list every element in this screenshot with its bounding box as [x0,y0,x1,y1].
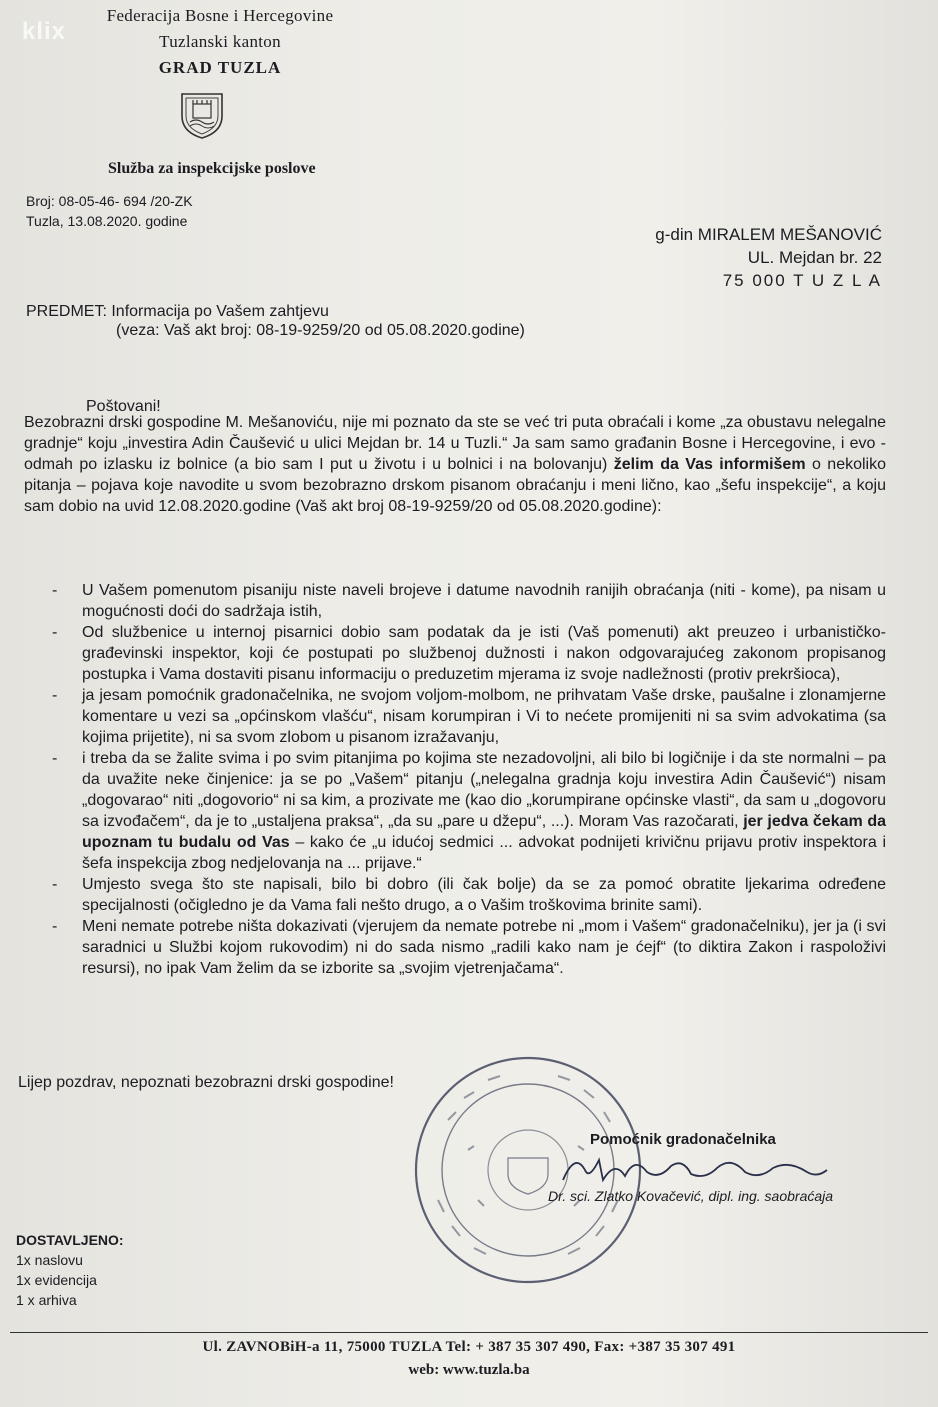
list-item: - U Vašem pomenutom pisaniju niste naveli brojeve i datume navodnih ranijih obraćanja (niti - kome), pa nisam u mogućnosti doći do sadržaja istih, [52,582,886,620]
bullet-text: U Vašem pomenutom pisaniju niste naveli brojeve i datume navodnih ranijih obraćanja (niti - kome), pa nisam u mogućnosti doći do sadržaja istih, [82,582,886,620]
bullet-text: Meni nemate potrebe ništa dokazivati (vjerujem da nemate potrebe ni „mom i Vašem“ gradonačelniku), jer ja (i svi saradnici u Službi kojom rukovodim) ni do sada nismo „radili kako nam je ćejf“ (to diktira Zakon i raspoloživi resursi), no ipak Vam želim da se izborite sa „svojim vjetrenjačama“. [82,918,886,977]
watermark-logo: klix [22,18,67,45]
bullet-text: ja jesam pomoćnik gradonačelnika, ne svojom voljom-molbom, ne prihvatam Vaše drske, paušalne i zlonamjerne komentare u vezi sa „općinskom vlašću“, nisam korumpiran i Vi to nećete promijeniti ni sa svim advokatima (sa kojima prijetite), ni sa svom zlobom u pisanom izražavanju, [82,687,886,746]
footer-website: web: www.tuzla.ba [408,1362,530,1378]
list-item: - ja jesam pomoćnik gradonačelnika, ne svojom voljom-molbom, ne prihvatam Vaše drske, paušalne i zlonamjerne komentare u vezi sa „općinskom vlašću“, nisam korumpiran i Vi to nećete promijeniti ni sa svim advokatima (sa kojima prijetite), ni sa svom zlobom u pisanom izražavanju, [52,687,886,746]
recipient-name: g-din MIRALEM MEŠANOVIĆ [655,225,882,244]
distribution-item: 1x naslovu [16,1252,83,1268]
bullet-text: – kako će „u idućoj sedmici ... advokat podnijeti krivičnu prijavu protiv inspektora i šefa inspekcija zbog nedjelovanja na ... prijave.“ [82,834,887,872]
distribution-item: 1 x arhiva [16,1292,77,1308]
header-canton: Tuzlanski kanton [159,32,281,51]
bullet-text: Umjesto svega što ste napisali, bilo bi dobro (ili čak bolje) da se za pomoć obratite ljekarima određene specijalnosti (očigledno je da Vama fali nešto drugo, a o Vašim troškovima brinite sami). [82,876,886,914]
distribution-item: 1x evidencija [16,1272,97,1288]
recipient-city: 75 000 T U Z L A [722,271,882,290]
footer-address: Ul. ZAVNOBiH-a 11, 75000 TUZLA Tel: + 387 35 307 490, Fax: +387 35 307 491 [202,1339,736,1355]
intro-text-1: Bezobrazni drski gospodine M. Mešanoviću, nije mi poznato da ste se već tri puta obraćali i kome „za obustavu nelegalne gradnje“ koju „investira Adin Čaušević u ulici Mejdan br. 14 u Tuzli.“ Ja sam samo građanin Bosne i Hercegovine, i evo - odmah po izlasku iz bolnice (a bio sam I put u životu i u bolnici i na bolovanju) [24,414,886,473]
list-item: - Od službenice u internoj pisarnici dobio sam podatak da je isti (Vaš pomenuti) akt preuzeo i urbanističko-građevinski inspektor, koji će postupati po službenoj dužnosti i nakon odgovarajućeg zakonom propisanog postupka i Vama dostaviti pisanu informaciju o preduzetim mjerama iz svoje nadležnosti (protiv prekršioca), [52,624,886,683]
greeting: Poštovani! [86,398,161,415]
header-city: GRAD TUZLA [158,58,282,77]
place-date: Tuzla, 13.08.2020. godine [26,213,188,229]
header-federation: Federacija Bosne i Hercegovine [106,6,334,25]
footer-divider [10,1332,928,1333]
coat-of-arms-icon [176,88,228,140]
distribution-label: DOSTAVLJENO: [16,1232,124,1248]
subject-reference: (veza: Vaš akt broj: 08-19-9259/20 od 05.08.2020.godine) [116,322,525,339]
intro-paragraph [24,412,886,517]
subject-line: PREDMET: Informacija po Vašem zahtjevu [26,303,329,320]
bullet-list [24,580,886,979]
bullet-text: i treba da se žalite svima i po svim pitanjima po kojima ste nezadovoljni, ali bilo bi logičnije i da ste normalni – pa da uvažite neke činjenice: ja se po „Vašem“ pitanju („nelegalna gradnja koju investira Adin Čaušević“) nisam „dogovarao“ niti „dogovorio“ ni sa kim, a prozivate me (kao dio „korumpirane općinske vlasti“, da sam u „dogovoru sa izvođačem“, da je to „ustaljena praksa“, „da su „pare u džepu“, ...). Moram Vas razočarati, [82,750,886,830]
intro-text-2: o nekoliko pitanja – pojava koje navodite u svom bezobrazno drskom pisanom obraćanju i meni lično, kao „šefu inspekcije“, a koju sam dobio na uvid 12.08.2020.godine (Vaš akt broj 08-19-9259/20 od 05.08.2020.godine): [24,456,887,515]
intro-bold-text: želim da Vas informišem [613,456,806,473]
signer-name: Dr. sci. Zlatko Kovačević, dipl. ing. saobraćaja [548,1188,834,1204]
farewell-line: Lijep pozdrav, nepoznati bezobrazni drski gospodine! [18,1074,394,1091]
list-item: - i treba da se žalite svima i po svim pitanjima po kojima ste nezadovoljni, ali bilo bi logičnije i da ste normalni – pa da uvažite neke činjenice: ja se po „Vašem“ pitanju („nelegalna gradnja koju investira Adin Čaušević“) nisam „dogovarao“ niti „dogovorio“ ni sa kim, a prozivate me (kao dio „korumpirane općinske vlasti“, da sam u „dogovoru sa izvođačem“, da je to „ustaljena praksa“, „da su „pare u džepu“, ...). Moram Vas razočarati, jer jedva čekam da upoznam tu budalu od Vas – kako će „u idućoj sedmici ... advokat podnijeti krivičnu prijavu protiv inspektora i šefa inspekcija zbog nedjelovanja na ... prijave.“ [52,750,887,872]
handwritten-signature-icon [555,1150,835,1190]
list-item: - Meni nemate potrebe ništa dokazivati (vjerujem da nemate potrebe ni „mom i Vašem“ gradonačelniku), jer ja (i svi saradnici u Službi kojom rukovodim) ni do sada nismo „radili kako nam je ćejf“ (to diktira Zakon i raspoloživi resursi), no ipak Vam želim da se izborite sa „svojim vjetrenjačama“. [52,918,886,977]
signer-title: Pomoćnik gradonačelnika [590,1131,776,1148]
list-item: - Umjesto svega što ste napisali, bilo bi dobro (ili čak bolje) da se za pomoć obratite ljekarima određene specijalnosti (očigledno je da Vama fali nešto drugo, a o Vašim troškovima brinite sami). [52,876,886,914]
service-title: Služba za inspekcijske poslove [108,160,316,177]
recipient-street: UL. Mejdan br. 22 [747,248,882,267]
bullet-bold-text: jer jedva čekam da upoznam tu budalu od Vas [82,813,886,851]
bullet-text: Od službenice u internoj pisarnici dobio sam podatak da je isti (Vaš pomenuti) akt preuzeo i urbanističko-građevinski inspektor, koji će postupati po službenoj dužnosti i nakon odgovarajućeg zakonom propisanog postupka i Vama dostaviti pisanu informaciju o preduzetim mjerama iz svoje nadležnosti (protiv prekršioca), [82,624,886,683]
reference-number: Broj: 08-05-46- 694 /20-ZK [26,193,193,209]
